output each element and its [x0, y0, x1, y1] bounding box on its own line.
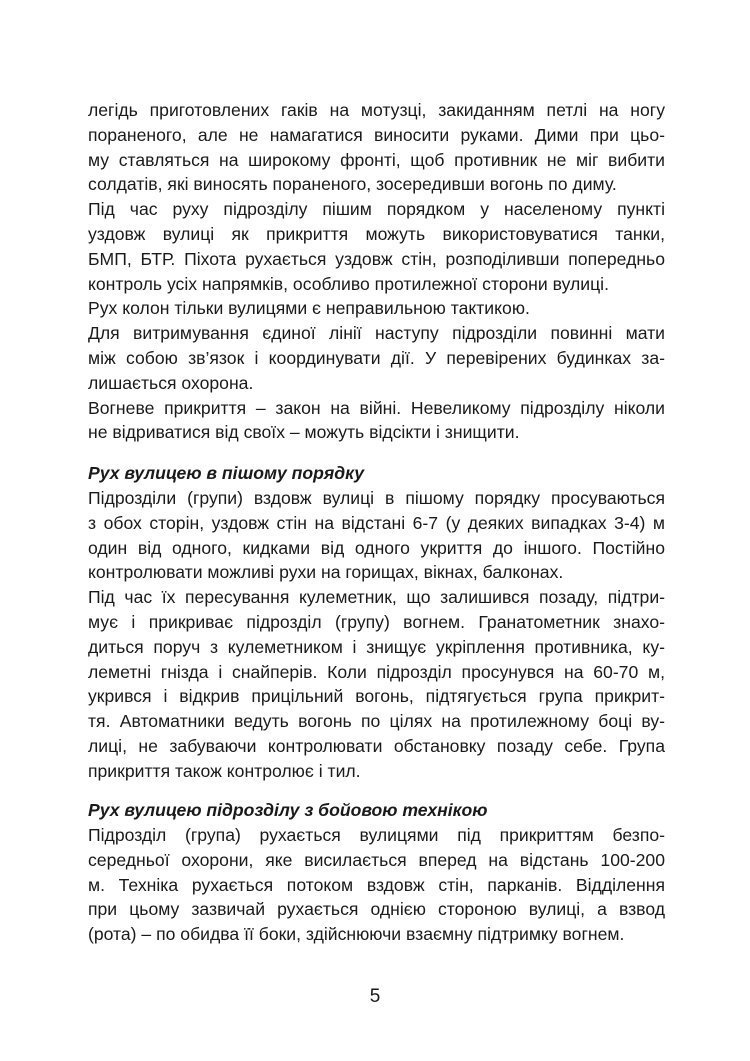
text-line: БМП, БТР. Піхота рухається уздовж стін, розподіливши попередньо	[88, 248, 665, 269]
text-line: прикриття також контролює і тил.	[88, 760, 361, 781]
text-line: леметні гнізда і снайперів. Коли підрозділ просунувся на 60-70 м,	[88, 661, 665, 682]
text-line: мує і прикриває підрозділ (групу) вогнем. Гранатометник знахо-	[88, 611, 665, 632]
text-line: лиці, не забуваючи контролювати обстановку позаду себе. Група	[88, 735, 665, 756]
text-line: Вогневе прикриття – закон на війні. Невеликому підрозділу ніколи	[88, 397, 665, 418]
text-line: (рота) – по обидва її боки, здійснюючи взаємну підтримку вогнем.	[88, 924, 625, 945]
text-line: Підрозділ (група) рухається вулицями під прикриттям безпо-	[88, 825, 665, 845]
section-heading: Рух вулицею в пішому порядку	[88, 463, 365, 483]
text-line: уздовж вулиці як прикриття можуть використовуватися танки,	[88, 223, 665, 244]
body-text-block-2	[88, 486, 665, 784]
text-line: Під час руху підрозділу пішим порядком у населеному пункті	[88, 199, 665, 220]
text-line: легідь приготовлених гаків на мотузці, закиданням петлі на ногу	[88, 100, 665, 120]
text-line: середньої охорони, яке висилається вперед на відстань 100-200	[88, 849, 665, 870]
section-heading-foot-movement	[88, 461, 665, 486]
text-line: контролювати можливі рухи на горищах, вікнах, балконах.	[88, 562, 564, 583]
body-text-block-1	[88, 98, 665, 445]
text-line: лишається охорона.	[88, 372, 254, 393]
text-line: Підрозділи (групи) вздовж вулиці в пішому порядку просуваються	[88, 488, 665, 508]
text-line: між собою зв’язок і координувати дії. У перевірених будинках за-	[88, 347, 665, 368]
text-line: пораненого, але не намагатися виносити руками. Дими при цьо-	[88, 124, 665, 145]
text-line: Під час їх пересування кулеметник, що залишився позаду, підтри-	[88, 587, 665, 608]
text-line: Для витримування єдиної лінії наступу підрозділи повинні мати	[88, 323, 665, 344]
text-line: солдатів, які виносять пораненого, зосередивши вогонь по диму.	[88, 174, 617, 195]
text-line: му ставляться на широкому фронті, щоб противник не міг вибити	[88, 149, 665, 170]
text-line: не відриватися від своїх – можуть відсікти і знищити.	[88, 422, 520, 443]
section-heading-vehicle-movement	[88, 798, 665, 823]
text-line: тя. Автоматники ведуть вогонь по цілях на протилежному боці ву-	[88, 711, 665, 732]
text-line: м. Техніка рухається потоком вздовж стін, парканів. Відділення	[88, 874, 665, 895]
text-line: Рух колон тільки вулицями є неправильною тактикою.	[88, 298, 530, 319]
page-number: 5	[369, 986, 381, 1007]
text-line: один від одного, кидками від одного укриття до іншого. Постійно	[88, 537, 665, 558]
text-line: контроль усіх напрямків, особливо протилежної сторони вулиці.	[88, 273, 609, 294]
text-line: укрився і відкрив прицільний вогонь, підтягується група прикрит-	[88, 686, 665, 707]
text-line: з обох сторін, уздовж стін на відстані 6-7 (у деяких випадках 3-4) м	[88, 512, 665, 533]
text-line: при цьому зазвичай рухається однією стороною вулиці, а взвод	[88, 899, 665, 920]
text-line: диться поруч з кулеметником і знищує укріплення противника, ку-	[88, 636, 665, 657]
body-text-block-3	[88, 823, 665, 947]
section-heading: Рух вулицею підрозділу з бойовою технікою	[88, 800, 488, 820]
